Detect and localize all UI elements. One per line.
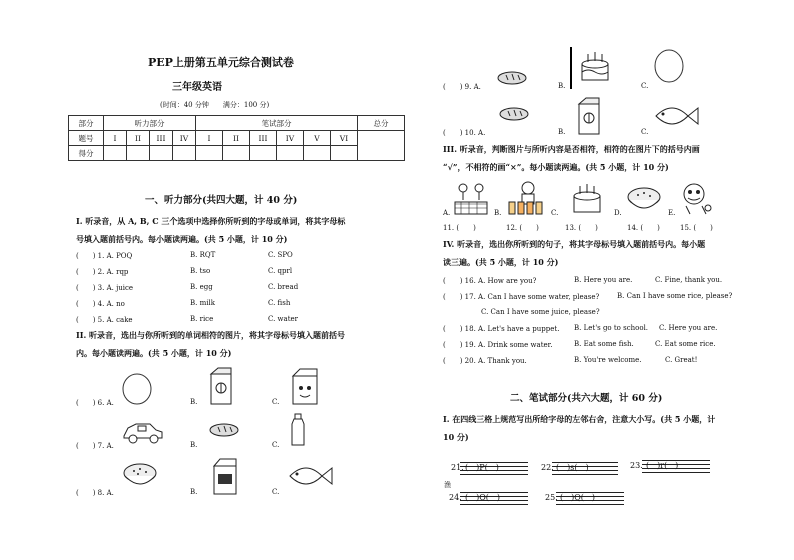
table-cell xyxy=(331,146,358,161)
q4-item: ( ) 20. A. Thank you. xyxy=(443,357,527,365)
q4-option: C. Great! xyxy=(665,356,698,364)
letter-num: 21. xyxy=(451,463,464,472)
bread-icon xyxy=(498,104,530,122)
letter-num: 24. xyxy=(449,493,462,502)
car-icon xyxy=(120,418,166,446)
writing-instruction: I. 在四线三格上规范写出所给字母的左邻右舍，注意大小写。(共 5 小题，计 xyxy=(443,414,716,424)
page-title: PEP上册第五单元综合测试卷 xyxy=(148,56,294,69)
table-cell: IV xyxy=(277,131,304,146)
q1-option: B. milk xyxy=(190,299,215,307)
table-cell: III xyxy=(250,131,277,146)
children-eating-icon xyxy=(453,180,489,216)
stray-text: 渔 xyxy=(444,481,451,489)
q2-item: ( ) 7. A. xyxy=(76,442,114,450)
rice-bowl-icon xyxy=(624,184,664,214)
listening-heading: 一、听力部分(共四大题，计 40 分) xyxy=(145,195,298,206)
writing-heading: 二、笔试部分(共六大题，计 60 分) xyxy=(510,393,663,404)
q4-option: B. Can I have some rice, please? xyxy=(617,292,733,300)
q2-instruction: II. 听录音，选出与你所听到的单词相符的图片，将其字母标号填入题前括号 xyxy=(76,330,346,340)
juice-box-icon xyxy=(574,96,604,136)
q1-item: ( ) 5. A. cake xyxy=(76,316,133,324)
table-cell: III xyxy=(150,131,173,146)
q2-option: C. xyxy=(641,128,649,136)
q4-option: B. You're welcome. xyxy=(574,356,642,364)
table-cell: II xyxy=(127,131,150,146)
q1-option: C. qprl xyxy=(268,267,293,275)
table-cell xyxy=(277,146,304,161)
table-cell: 总分 xyxy=(358,116,405,131)
egg-icon xyxy=(652,48,686,84)
score-table xyxy=(68,115,405,161)
table-cell: IV xyxy=(173,131,196,146)
q1-item: ( ) 4. A. no xyxy=(76,300,125,308)
q2-option: C. xyxy=(272,398,280,406)
time-info: (时间：40 分钟 满分：100 分) xyxy=(160,101,270,109)
q4-option: B. Let's go to school. xyxy=(574,324,649,332)
q2-option: C. xyxy=(641,82,649,90)
cartoon-character-icon xyxy=(678,180,714,216)
fish-icon xyxy=(284,462,334,490)
q4-option: B. Here you are. xyxy=(574,276,633,284)
milk-carton-icon xyxy=(288,366,322,406)
letter-prompt: ( )s( ) xyxy=(556,463,589,472)
table-cell: I xyxy=(196,131,223,146)
birthday-cake-icon xyxy=(570,180,604,216)
q3-answer: 13. ( ) xyxy=(565,224,598,232)
table-cell: 得分 xyxy=(69,146,104,161)
q4-instruction: 读三遍。(共 5 小题，计 10 分) xyxy=(443,257,559,267)
table-cell: I xyxy=(104,131,127,146)
q4-option: C. Fine, thank you. xyxy=(655,276,723,284)
q2-instruction: 内。每小题读两遍。(共 5 小题，计 10 分) xyxy=(76,348,232,358)
q2-item: ( ) 6. A. xyxy=(76,399,114,407)
q2-option: B. xyxy=(190,398,198,406)
q3-answer: 15. ( ) xyxy=(680,224,713,232)
letter-num: 25. xyxy=(545,493,558,502)
rice-bowl-icon xyxy=(120,460,160,490)
q3-letter: C. xyxy=(551,209,559,217)
table-cell: 题号 xyxy=(69,131,104,146)
milk-carton-icon xyxy=(210,456,240,496)
q3-answer: 12. ( ) xyxy=(506,224,539,232)
q4-option: B. Eat some fish. xyxy=(574,340,634,348)
birthday-cake-icon xyxy=(578,48,612,84)
letter-prompt: ( )O( ) xyxy=(465,493,501,502)
table-cell xyxy=(250,146,277,161)
q2-item: ( ) 10. A. xyxy=(443,129,486,137)
letter-prompt: ( )Q( ) xyxy=(560,493,596,502)
q1-instruction: 号填入题前括号内。每小题读两遍。(共 5 小题，计 10 分) xyxy=(76,234,288,244)
q1-option: C. fish xyxy=(268,299,291,307)
letter-prompt: ( )r( ) xyxy=(646,461,679,470)
q2-item: ( ) 9. A. xyxy=(443,83,481,91)
q2-option: B. xyxy=(558,128,566,136)
q1-option: C. SPO xyxy=(268,251,293,259)
bread-icon xyxy=(208,420,240,438)
table-cell: VI xyxy=(331,131,358,146)
table-cell: II xyxy=(223,131,250,146)
column-divider xyxy=(570,47,572,89)
fish-icon xyxy=(650,102,700,130)
juice-box-icon xyxy=(206,366,236,406)
table-cell xyxy=(127,146,150,161)
q3-letter: D. xyxy=(614,209,622,217)
q1-item: ( ) 2. A. rqp xyxy=(76,268,129,276)
table-cell xyxy=(304,146,331,161)
q1-option: C. water xyxy=(268,315,299,323)
table-cell: V xyxy=(304,131,331,146)
table-cell xyxy=(358,131,405,161)
q4-option: C. Can I have some juice, please? xyxy=(481,308,600,316)
q2-option: B. xyxy=(190,441,198,449)
q3-letter: E. xyxy=(668,209,676,217)
q3-instruction: “√”，不相符的画“×”。每小题读两遍。(共 5 小题，计 10 分) xyxy=(443,162,669,172)
table-cell: 听力部分 xyxy=(104,116,196,131)
q4-instruction: IV. 听录音，选出你所听到的句子，将其字母标号填入题前括号内。每小题 xyxy=(443,239,706,249)
table-cell xyxy=(173,146,196,161)
q3-answer: 11. ( ) xyxy=(443,224,476,232)
q1-item: ( ) 1. A. POQ xyxy=(76,252,133,260)
q1-option: B. RQT xyxy=(190,251,216,259)
q2-option: B. xyxy=(558,82,566,90)
q2-option: C. xyxy=(272,441,280,449)
page-subtitle: 三年级英语 xyxy=(172,82,222,93)
q4-option: C. Eat some rice. xyxy=(655,340,716,348)
letter-num: 23. xyxy=(630,461,643,470)
table-cell: 部分 xyxy=(69,116,104,131)
q1-option: B. egg xyxy=(190,283,213,291)
egg-icon xyxy=(120,372,154,406)
q3-letter: B. xyxy=(494,209,502,217)
table-cell xyxy=(196,146,223,161)
letter-prompt: ( )P( ) xyxy=(465,463,499,472)
q1-option: B. rice xyxy=(190,315,214,323)
q4-item: ( ) 17. A. Can I have some water, please? xyxy=(443,293,600,301)
water-bottle-icon xyxy=(288,412,308,448)
q2-item: ( ) 8. A. xyxy=(76,489,114,497)
q3-letter: A. xyxy=(443,209,451,217)
q1-option: C. bread xyxy=(268,283,299,291)
q2-option: C. xyxy=(272,488,280,496)
q1-instruction: I. 听录音，从 A, B, C 三个选项中选择你所听到的字母或单词，将其字母标 xyxy=(76,216,346,226)
q4-item: ( ) 16. A. How are you? xyxy=(443,277,537,285)
bread-icon xyxy=(496,68,528,86)
q1-item: ( ) 3. A. juice xyxy=(76,284,134,292)
q1-option: B. tso xyxy=(190,267,211,275)
q3-instruction: III. 听录音，判断图片与所听内容是否相符，相符的在图片下的括号内画 xyxy=(443,144,700,154)
q3-answer: 14. ( ) xyxy=(627,224,660,232)
table-cell xyxy=(223,146,250,161)
table-cell xyxy=(104,146,127,161)
juice-glasses-icon xyxy=(506,180,550,216)
writing-instruction: 10 分) xyxy=(443,432,469,442)
table-cell xyxy=(150,146,173,161)
q4-item: ( ) 19. A. Drink some water. xyxy=(443,341,553,349)
q4-option: C. Here you are. xyxy=(659,324,718,332)
q4-item: ( ) 18. A. Let's have a puppet. xyxy=(443,325,560,333)
letter-num: 22. xyxy=(541,463,554,472)
q2-option: B. xyxy=(190,488,198,496)
table-cell: 笔试部分 xyxy=(196,116,358,131)
